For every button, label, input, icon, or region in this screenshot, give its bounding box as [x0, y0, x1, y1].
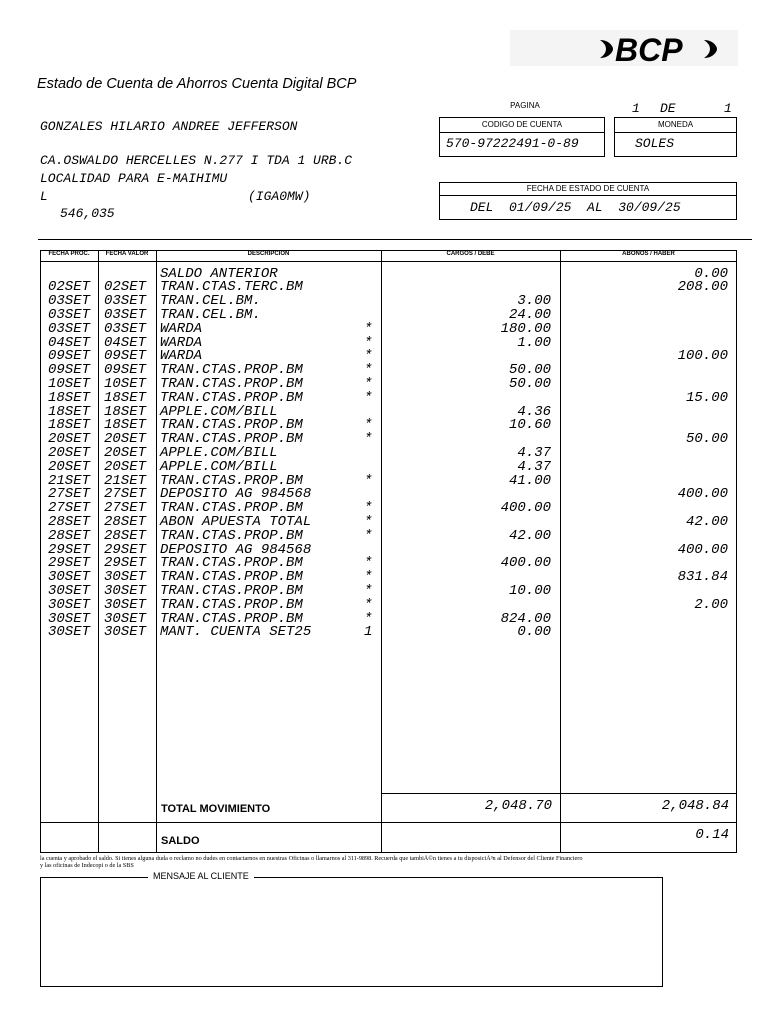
fecha-valor-cell: 04SET — [104, 334, 147, 351]
cargo-cell: 50.00 — [508, 375, 551, 392]
total-cargos: 2,048.70 — [484, 798, 552, 814]
cargo-cell: 50.00 — [508, 362, 551, 379]
bcp-chevron-left-icon — [600, 40, 613, 58]
mensaje-box — [40, 877, 663, 987]
fecha-valor-cell: 03SET — [104, 320, 147, 337]
fecha-valor-cell: 29SET — [104, 541, 147, 558]
fecha-valor-cell: 18SET — [104, 389, 147, 406]
codigo-label: CODIGO DE CUENTA — [440, 118, 604, 133]
fecha-proc-cell: 03SET — [48, 293, 91, 310]
abono-cell: 2.00 — [694, 596, 728, 613]
cargo-cell: 180.00 — [500, 320, 551, 337]
flag-cell: * — [364, 596, 373, 613]
descripcion-cell: TRAN.CTAS.PROP.BM — [160, 527, 303, 544]
flag-cell: * — [364, 569, 373, 586]
footer-note-1: la cuenta y aprobado el saldo. Si tienes alguna duda o reclamo no dudes en contactarnos en nuestras Oficinas o llamarnos al 311-9898. Recuerda que tambiÃ©n tienes a tu disposiciÃ³n al Defensor del Cliente Financiero — [40, 855, 583, 862]
fecha-proc-cell: 02SET — [48, 279, 91, 296]
fecha-proc-cell: 28SET — [48, 527, 91, 544]
bcp-chevron-right-icon — [704, 40, 717, 58]
pagina-label: PAGINA — [510, 101, 540, 110]
fecha-valor-cell: 30SET — [104, 569, 147, 586]
fecha-valor-cell: 09SET — [104, 348, 147, 365]
fecha-estado-box — [439, 182, 737, 220]
fecha-valor-cell: 20SET — [104, 431, 147, 448]
fecha-proc-cell: 30SET — [48, 610, 91, 627]
descripcion-cell: DEPOSITO AG 984568 — [160, 486, 312, 503]
fecha-valor-cell: 29SET — [104, 555, 147, 572]
cargo-cell: 42.00 — [508, 527, 551, 544]
flag-cell: * — [364, 527, 373, 544]
fecha-proc-cell: 30SET — [48, 582, 91, 599]
saldo-value: 0.14 — [695, 827, 729, 843]
fecha-valor-cell: 20SET — [104, 444, 147, 461]
descripcion-cell: SALDO ANTERIOR — [160, 265, 278, 282]
flag-cell: * — [364, 389, 373, 406]
fecha-proc-cell: 27SET — [48, 500, 91, 517]
fecha-proc-cell: 10SET — [48, 375, 91, 392]
period-value: DEL 01/09/25 AL 30/09/25 — [470, 200, 681, 215]
abono-cell: 400.00 — [677, 541, 728, 558]
cargo-cell: 824.00 — [500, 610, 551, 627]
flag-cell: * — [364, 555, 373, 572]
abono-cell: 831.84 — [677, 569, 728, 586]
header-separator — [38, 239, 752, 240]
codigo-value: 570-97222491-0-89 — [446, 136, 579, 151]
fecha-valor-cell: 30SET — [104, 596, 147, 613]
descripcion-cell: TRAN.CTAS.PROP.BM — [160, 610, 303, 627]
fecha-proc-cell: 09SET — [48, 362, 91, 379]
fecha-proc-cell: 21SET — [48, 472, 91, 489]
fecha-proc-cell: 29SET — [48, 541, 91, 558]
descripcion-cell: DEPOSITO AG 984568 — [160, 541, 312, 558]
total-top-line — [381, 793, 737, 794]
cargo-cell: 400.00 — [500, 555, 551, 572]
flag-cell: 1 — [364, 624, 373, 641]
descripcion-cell: TRAN.CTAS.PROP.BM — [160, 582, 303, 599]
fecha-valor-cell: 30SET — [104, 582, 147, 599]
fecha-valor-cell: 20SET — [104, 458, 147, 475]
abono-cell: 50.00 — [685, 431, 728, 448]
flag-cell: * — [364, 610, 373, 627]
cargo-cell: 10.60 — [508, 417, 551, 434]
descripcion-cell: MANT. CUENTA SET25 — [160, 624, 312, 641]
header-fecha-proc: FECHA PROC. — [48, 251, 90, 257]
descripcion-cell: TRAN.CTAS.PROP.BM — [160, 362, 303, 379]
page-total: 1 — [724, 101, 732, 116]
fecha-valor-cell: 09SET — [104, 362, 147, 379]
descripcion-cell: WARDA — [160, 320, 203, 337]
abono-cell: 100.00 — [677, 348, 728, 365]
total-label: TOTAL MOVIMIENTO — [161, 803, 271, 815]
customer-address-4: 546,035 — [60, 206, 115, 221]
header-cargos: CARGOS / DEBE — [446, 251, 495, 257]
total-abonos: 2,048.84 — [661, 798, 729, 814]
fecha-proc-cell: 18SET — [48, 403, 91, 420]
cargo-cell: 10.00 — [508, 582, 551, 599]
flag-cell: * — [364, 334, 373, 351]
fecha-proc-cell: 03SET — [48, 306, 91, 323]
descripcion-cell: APPLE.COM/BILL — [160, 444, 278, 461]
cargo-cell: 4.37 — [517, 458, 551, 475]
fecha-proc-cell: 18SET — [48, 389, 91, 406]
cargo-cell: 3.00 — [517, 293, 551, 310]
cargo-cell: 0.00 — [517, 624, 551, 641]
fecha-label: FECHA DE ESTADO DE CUENTA — [440, 183, 736, 196]
header-descripcion: DESCRIPCION — [247, 251, 290, 257]
fecha-valor-cell: 02SET — [104, 279, 147, 296]
moneda-label: MONEDA — [615, 118, 736, 133]
fecha-proc-cell: 20SET — [48, 444, 91, 461]
header-fecha-valor: FECHA VALOR — [105, 251, 149, 257]
abono-cell: 208.00 — [677, 279, 728, 296]
fecha-valor-cell: 03SET — [104, 293, 147, 310]
fecha-proc-cell: 03SET — [48, 320, 91, 337]
descripcion-cell: WARDA — [160, 334, 203, 351]
flag-cell: * — [364, 362, 373, 379]
descripcion-cell: TRAN.CTAS.PROP.BM — [160, 417, 303, 434]
fecha-proc-cell: 30SET — [48, 596, 91, 613]
fecha-valor-cell: 30SET — [104, 624, 147, 641]
abono-cell: 42.00 — [685, 513, 728, 530]
fecha-valor-cell: 10SET — [104, 375, 147, 392]
descripcion-cell: TRAN.CTAS.PROP.BM — [160, 569, 303, 586]
moneda-value: SOLES — [635, 136, 675, 151]
descripcion-cell: TRAN.CTAS.PROP.BM — [160, 472, 303, 489]
abono-cell: 15.00 — [685, 389, 728, 406]
fecha-valor-cell: 03SET — [104, 306, 147, 323]
page-current: 1 — [632, 101, 640, 116]
fecha-valor-cell: 30SET — [104, 610, 147, 627]
mensaje-label: MENSAJE AL CLIENTE — [148, 871, 254, 881]
fecha-proc-cell: 09SET — [48, 348, 91, 365]
flag-cell: * — [364, 417, 373, 434]
header-abonos: ABONOS / HABER — [622, 251, 675, 257]
abono-cell: 400.00 — [677, 486, 728, 503]
fecha-proc-cell: 20SET — [48, 431, 91, 448]
fecha-valor-cell: 27SET — [104, 486, 147, 503]
fecha-valor-cell: 28SET — [104, 527, 147, 544]
customer-name: GONZALES HILARIO ANDREE JEFFERSON — [40, 119, 298, 134]
bcp-logo — [598, 32, 720, 66]
fecha-valor-cell: 21SET — [104, 472, 147, 489]
saldo-label: SALDO — [161, 835, 200, 847]
cargo-cell: 1.00 — [517, 334, 551, 351]
descripcion-cell: TRAN.CTAS.PROP.BM — [160, 555, 303, 572]
abono-cell: 0.00 — [694, 265, 728, 282]
fecha-proc-cell: 27SET — [48, 486, 91, 503]
cargo-cell: 400.00 — [500, 500, 551, 517]
fecha-proc-cell: 04SET — [48, 334, 91, 351]
codigo-cuenta-box — [439, 117, 605, 157]
cargo-cell: 4.37 — [517, 444, 551, 461]
fecha-proc-cell: 29SET — [48, 555, 91, 572]
descripcion-cell: TRAN.CTAS.PROP.BM — [160, 500, 303, 517]
descripcion-cell: APPLE.COM/BILL — [160, 403, 278, 420]
customer-address-1: CA.OSWALDO HERCELLES N.277 I TDA 1 URB.C — [40, 153, 353, 168]
total-bottom-line — [40, 822, 737, 823]
descripcion-cell: ABON APUESTA TOTAL — [160, 513, 312, 530]
table-row — [40, 626, 737, 640]
flag-cell: * — [364, 513, 373, 530]
fecha-proc-cell: 30SET — [48, 569, 91, 586]
page-de: DE — [660, 101, 676, 116]
descripcion-cell: TRAN.CTAS.PROP.BM — [160, 389, 303, 406]
customer-address-3-right: (IGA0MW) — [248, 189, 311, 204]
fecha-proc-cell: 30SET — [48, 624, 91, 641]
customer-address-2: LOCALIDAD PARA E-MAIHIMU — [40, 171, 228, 186]
flag-cell: * — [364, 472, 373, 489]
descripcion-cell: TRAN.CTAS.PROP.BM — [160, 375, 303, 392]
cargo-cell: 41.00 — [508, 472, 551, 489]
fecha-valor-cell: 18SET — [104, 403, 147, 420]
descripcion-cell: TRAN.CTAS.PROP.BM — [160, 596, 303, 613]
descripcion-cell: APPLE.COM/BILL — [160, 458, 278, 475]
flag-cell: * — [364, 582, 373, 599]
fecha-valor-cell: 28SET — [104, 513, 147, 530]
fecha-valor-cell: 27SET — [104, 500, 147, 517]
fecha-proc-cell: 20SET — [48, 458, 91, 475]
fecha-proc-cell: 28SET — [48, 513, 91, 530]
customer-address-3-left: L — [40, 189, 48, 204]
fecha-proc-cell: 18SET — [48, 417, 91, 434]
descripcion-cell: TRAN.CEL.BM. — [160, 306, 261, 323]
cargo-cell: 24.00 — [508, 306, 551, 323]
column-header-line — [40, 261, 737, 262]
descripcion-cell: WARDA — [160, 348, 203, 365]
flag-cell: * — [364, 320, 373, 337]
fecha-valor-cell: 18SET — [104, 417, 147, 434]
descripcion-cell: TRAN.CTAS.PROP.BM — [160, 431, 303, 448]
descripcion-cell: TRAN.CTAS.TERC.BM — [160, 279, 303, 296]
cargo-cell: 4.36 — [517, 403, 551, 420]
flag-cell: * — [364, 500, 373, 517]
bcp-logo-text: BCP — [615, 32, 683, 66]
descripcion-cell: TRAN.CEL.BM. — [160, 293, 261, 310]
flag-cell: * — [364, 431, 373, 448]
flag-cell: * — [364, 348, 373, 365]
moneda-box — [614, 117, 737, 157]
footer-note-2: y las oficinas de Indecopi o de la SBS — [40, 862, 134, 869]
statement-title: Estado de Cuenta de Ahorros Cuenta Digital BCP — [37, 76, 357, 92]
flag-cell: * — [364, 375, 373, 392]
